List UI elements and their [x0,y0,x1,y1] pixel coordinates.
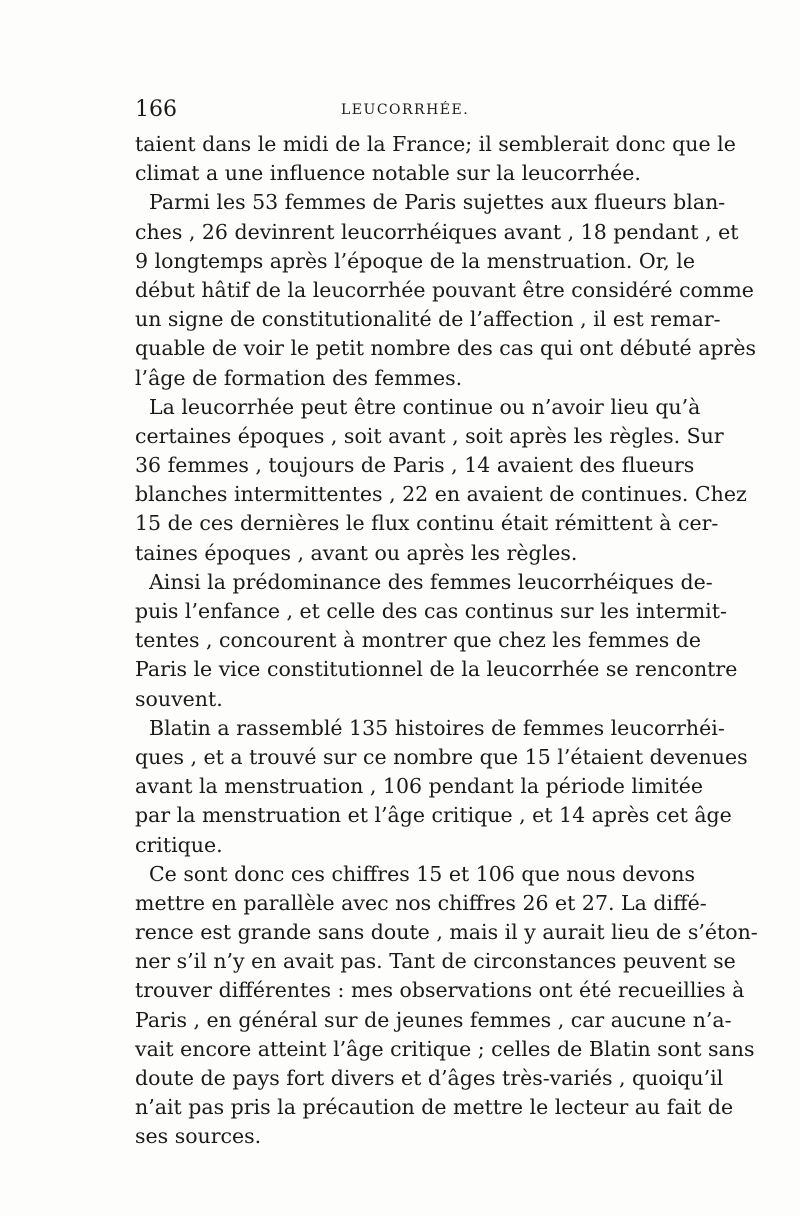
text-line: ses sources. [135,1124,262,1149]
text-line: rence est grande sans doute , mais il y aurait lieu de s’éton- [135,920,758,945]
text-line: ques , et a trouvé sur ce nombre que 15 l’étaient devenues [135,744,748,769]
text-line: Paris le vice constitutionnel de la leucorrhée se rencontre [135,657,738,682]
body-text [135,130,758,1152]
text-line: La leucorrhée peut être continue ou n’avoir lieu qu’à [149,394,701,419]
text-line: quable de voir le petit nombre des cas qui ont débuté après [135,336,756,361]
text-line: vait encore atteint l’âge critique ; celles de Blatin sont sans [135,1036,755,1061]
text-line: blanches intermittentes , 22 en avaient de continues. Chez [135,482,747,507]
text-line: Blatin a rassemblé 135 histoires de femmes leucorrhéi- [149,715,725,740]
text-line: 36 femmes , toujours de Paris , 14 avaient des flueurs [135,453,695,478]
text-line: l’âge de formation des femmes. [135,365,463,390]
text-line: n’ait pas pris la précaution de mettre le lecteur au fait de [135,1095,734,1120]
text-line: tentes , concourent à montrer que chez les femmes de [135,628,702,653]
text-line: par la menstruation et l’âge critique , et 14 après cet âge [135,803,732,828]
text-line: mettre en parallèle avec nos chiffres 26 et 27. La diffé- [135,890,707,915]
text-line: 15 de ces dernières le flux continu était rémittent à cer- [135,511,719,536]
page-header [135,97,668,127]
text-line: Ce sont donc ces chiffres 15 et 106 que nous devons [149,861,696,886]
text-line: taient dans le midi de la France; il semblerait donc que le [135,132,736,156]
running-head: LEUCORRHÉE. [341,102,470,118]
text-line: 9 longtemps après l’époque de la menstruation. Or, le [135,248,695,273]
text-line: ches , 26 devinrent leucorrhéiques avant , 18 pendant , et [135,219,739,244]
text-line: ner s’il n’y en avait pas. Tant de circonstances peuvent se [135,949,736,974]
text-line: souvent. [135,686,223,711]
text-line: critique. [135,832,223,857]
text-line: doute de pays fort divers et d’âges très-variés , quoiqu’il [135,1066,724,1090]
page-number: 166 [135,97,177,122]
text-line: puis l’enfance , et celle des cas continus sur les intermit- [135,599,727,623]
text-line: taines époques , avant ou après les règles. [135,540,578,565]
text-line: climat a une influence notable sur la leucorrhée. [135,161,641,186]
text-line: Paris , en général sur de jeunes femmes , car aucune n’a- [135,1007,732,1032]
text-line: certaines époques , soit avant , soit après les règles. Sur [135,423,724,448]
text-line: avant la menstruation , 106 pendant la période limitée [135,774,703,799]
text-line: Ainsi la prédominance des femmes leucorrhéiques de- [149,569,713,594]
text-line: Parmi les 53 femmes de Paris sujettes aux flueurs blan- [149,190,726,215]
text-line: trouver différentes : mes observations ont été recueillies à [135,978,745,1003]
text-line: un signe de constitutionalité de l’affection , il est remar- [135,307,721,332]
text-line: début hâtif de la leucorrhée pouvant être considéré comme [135,277,754,302]
